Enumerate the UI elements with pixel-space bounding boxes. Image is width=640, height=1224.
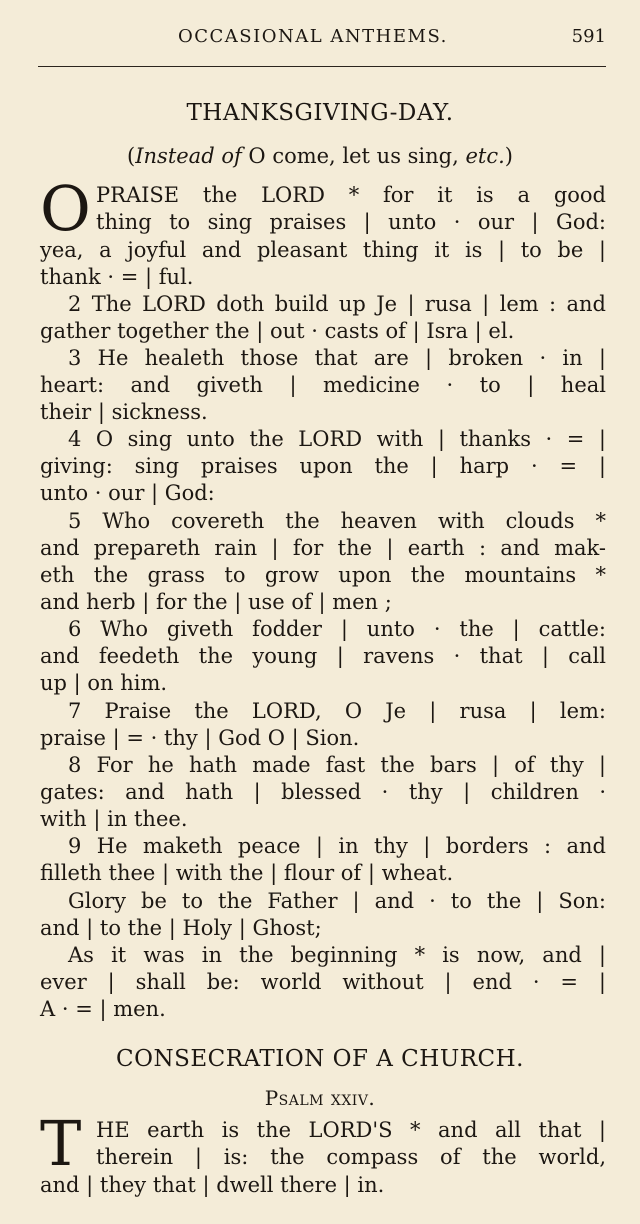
running-head <box>38 26 606 54</box>
section-subtitle <box>0 144 640 168</box>
verse-line: gates: and hath | blessed · thy | children · <box>40 780 606 804</box>
verse-line: 3 He healeth those that are | broken · in | <box>68 346 606 370</box>
verse-line: 8 For he hath made fast the bars | of thy | <box>68 753 606 777</box>
verse-line: HE earth is the LORD'S * and all that | <box>96 1118 606 1142</box>
verse-line: 9 He maketh peace | in thy | borders : and <box>68 834 606 858</box>
verse-line: thank · = | ful. <box>40 265 194 289</box>
verse-line: and prepareth rain | for the | earth : and mak- <box>40 536 606 560</box>
running-title: OCCASIONAL ANTHEMS. <box>178 26 448 47</box>
page-number: 591 <box>571 26 606 47</box>
verse-line: therein | is: the compass of the world, <box>96 1145 606 1169</box>
psalm-reference: Psalm xxiv. <box>264 1086 376 1110</box>
verse-line: eth the grass to grow upon the mountains * <box>40 563 606 587</box>
verse-line: gather together the | out · casts of | Isra | el. <box>40 319 515 343</box>
doxology-line: and | to the | Holy | Ghost; <box>40 916 322 940</box>
dropcap-t: T <box>40 1107 82 1180</box>
verse-line: 5 Who covereth the heaven with clouds * <box>68 509 606 533</box>
verse-line: giving: sing praises upon the | harp · = | <box>40 454 606 478</box>
verse-line: heart: and giveth | medicine · to | heal <box>40 373 606 397</box>
verse-line: yea, a joyful and pleasant thing it is | to be | <box>40 238 606 262</box>
section-title-thanksgiving: THANKSGIVING-DAY. <box>186 100 454 126</box>
verse-line: unto · our | God: <box>40 481 215 505</box>
section-title-consecration: CONSECRATION OF A CHURCH. <box>116 1046 524 1072</box>
verse-line: with | in thee. <box>40 807 188 831</box>
subtitle-italic-instead: Instead of <box>135 144 242 168</box>
subtitle-text: O come, let us sing, <box>241 144 466 168</box>
verse-line: praise | = · thy | God O | Sion. <box>40 726 360 750</box>
verse-line: filleth thee | with the | flour of | wheat. <box>40 861 454 885</box>
header-rule <box>38 66 606 67</box>
dropcap-o: O <box>40 172 91 245</box>
verse-line: 7 Praise the LORD, O Je | rusa | lem: <box>68 699 606 723</box>
verse-line: up | on him. <box>40 671 168 695</box>
doxology-line: As it was in the beginning * is now, and | <box>68 943 606 967</box>
doxology-line: ever | shall be: world without | end · = | <box>40 970 606 994</box>
verse-line: thing to sing praises | unto · our | God: <box>96 210 606 234</box>
subtitle-open: ( <box>127 144 136 168</box>
verse-line: 4 O sing unto the LORD with | thanks · = | <box>68 427 606 451</box>
subtitle-close: ) <box>504 144 513 168</box>
subtitle-italic-etc: etc. <box>465 144 505 168</box>
verse-line: PRAISE the LORD * for it is a good <box>96 183 606 207</box>
verse-line: 2 The LORD doth build up Je | rusa | lem : and <box>68 292 606 316</box>
verse-line: and | they that | dwell there | in. <box>40 1173 385 1197</box>
verse-line: their | sickness. <box>40 400 208 424</box>
verse-line: 6 Who giveth fodder | unto · the | cattle: <box>68 617 606 641</box>
doxology-line: A · = | men. <box>40 997 166 1021</box>
verse-line: and herb | for the | use of | men ; <box>40 590 392 614</box>
doxology-line: Glory be to the Father | and · to the | Son: <box>68 889 606 913</box>
verse-line: and feedeth the young | ravens · that | call <box>40 644 606 668</box>
